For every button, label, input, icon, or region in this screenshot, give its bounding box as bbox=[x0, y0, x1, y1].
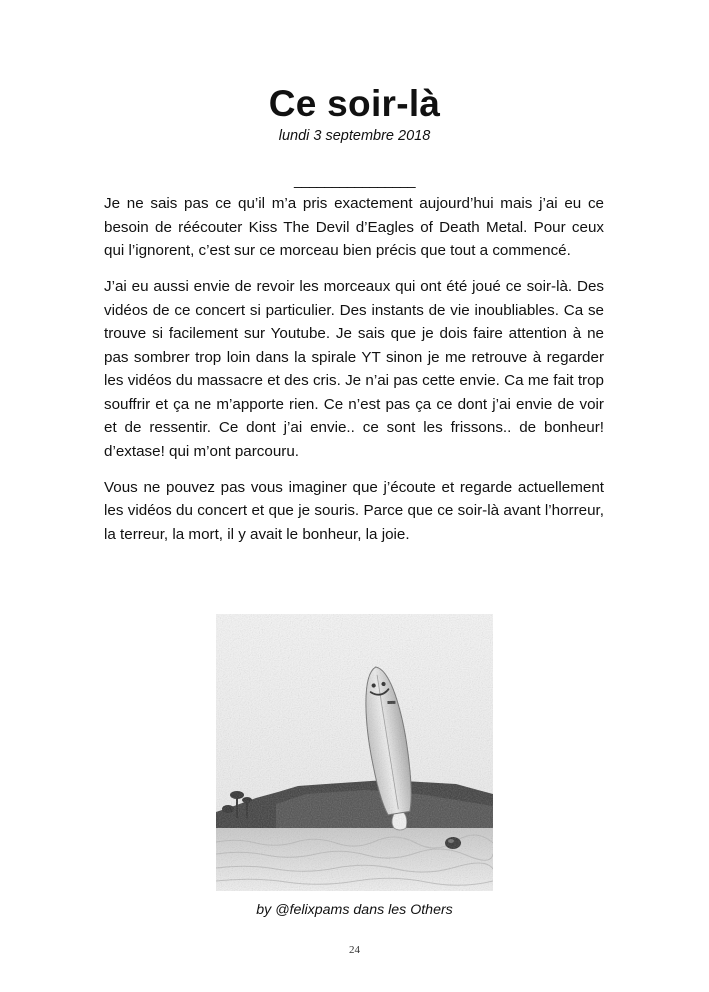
title-separator: ________________ bbox=[293, 173, 416, 189]
photo-caption: by @felixpams dans les Others bbox=[256, 902, 453, 918]
paragraph-1: Je ne sais pas ce qu’il m’a pris exactement aujourd’hui mais j’ai eu ce besoin de réécouter Kiss The Devil d’Eagles of Death Metal. Pour ceux qui l’ignorent, c’est sur ce morceau bien précis que tout a commencé. bbox=[104, 195, 604, 259]
page-title: Ce soir-là bbox=[268, 83, 441, 124]
paragraph-2: J’ai eu aussi envie de revoir les morceaux qui ont été joué ce soir-là. Des vidéos de ce concert si particulier. Des instants de vie inoubliables. Ca se trouve si facilement sur Youtube. Je sais que je dois faire attention à ne pas sombrer trop loin dans la spirale YT sinon je me retrouve à regarder les vidéos du massacre et des cris. Je n’ai pas cette envie. Ca me fait trop souffrir et ça ne m’apporte rien. Ce n’est pas ça ce dont j’ai envie de voir et de ressentir. Ce dont j’ai envie.. ce sont les frissons.. de bonheur! d’extase! qui m’ont parcouru. bbox=[104, 278, 604, 460]
paragraph-3: Vous ne pouvez pas vous imaginer que j’écoute et regarde actuellement les vidéos du concert et que je souris. Parce que ce soir-là avant l’horreur, la terreur, la mort, il y avait le bonheur, la joie. bbox=[104, 478, 604, 543]
surfboard-photo bbox=[216, 614, 493, 891]
article-body bbox=[104, 192, 604, 559]
page-number: 24 bbox=[349, 944, 360, 956]
article-date: lundi 3 septembre 2018 bbox=[278, 128, 431, 144]
